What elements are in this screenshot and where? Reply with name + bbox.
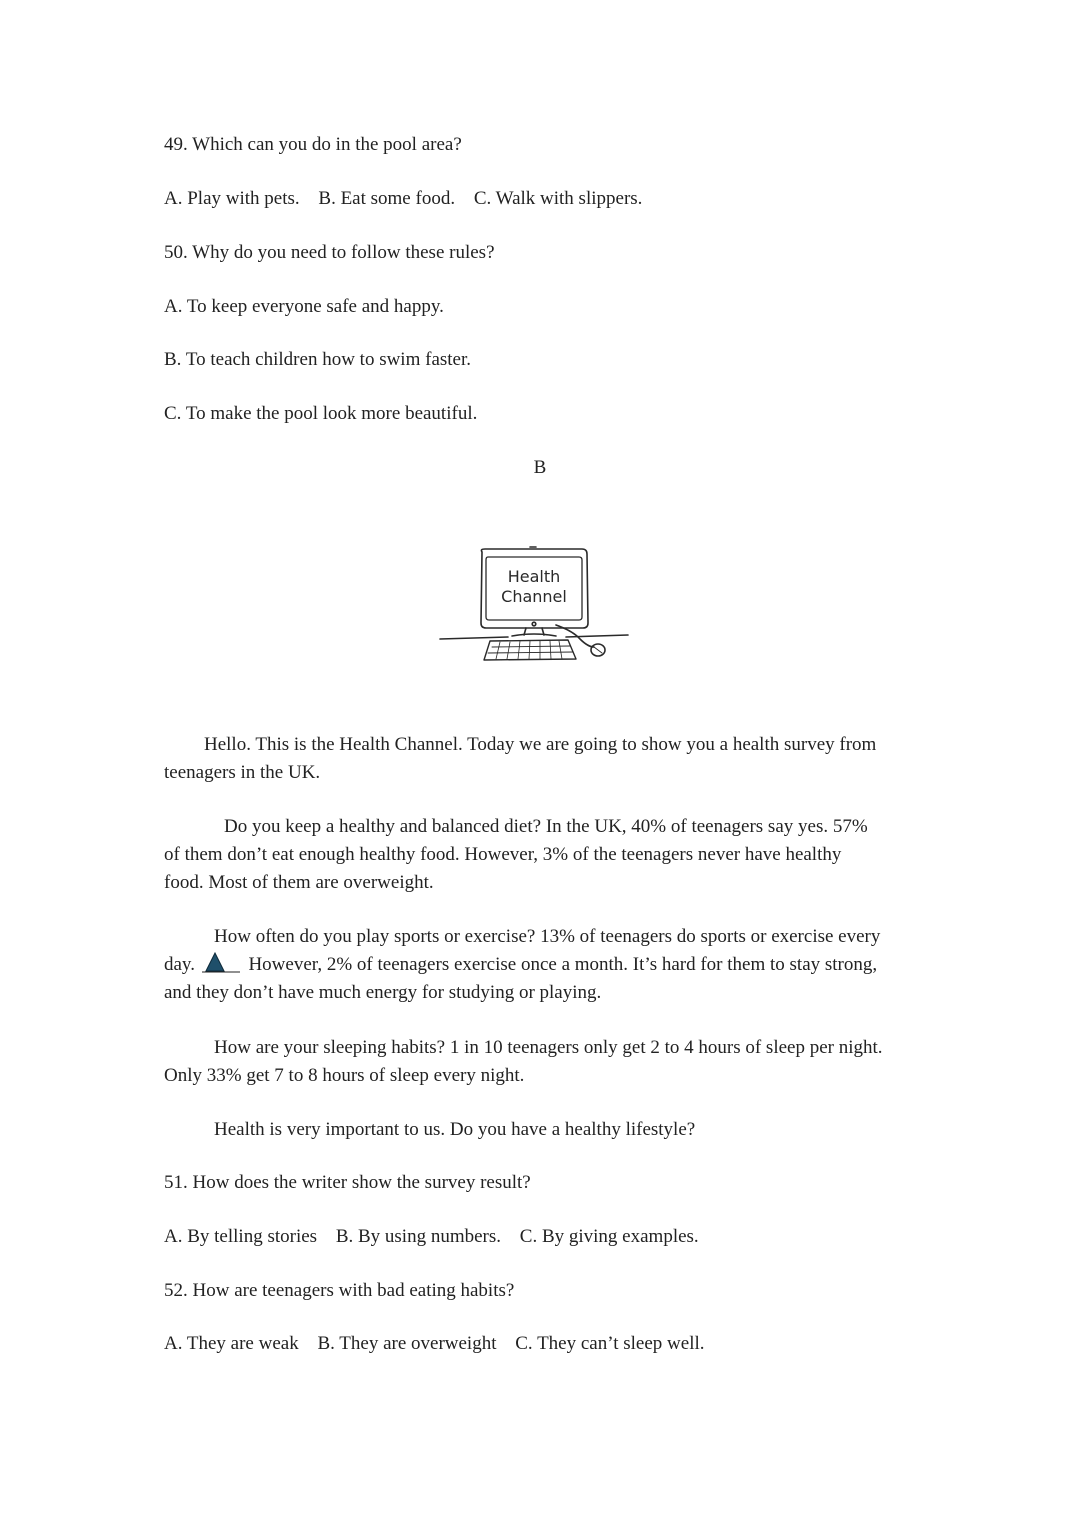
screen-text-line2: Channel [501,587,567,606]
question-50-option-a: A. To keep everyone safe and happy. [164,296,444,317]
question-50-option-c: C. To make the pool look more beautiful. [164,403,478,424]
option-b: B. By using numbers. [335,1226,502,1247]
option-a: A. Play with pets. [164,188,300,209]
question-51-options [164,1223,920,1251]
however-text: However, 2% of teenagers exercise once a month. It’s hard for them to stay strong, [248,954,878,975]
passage-paragraph-2: Do you keep a healthy and balanced diet? In the UK, 40% of teenagers say yes. 57% of them don’t eat enough healthy food. However, 3% of the teenagers never have healthy food. Most of them are overweight. [164,816,868,893]
screen-text-line1: Health [507,567,561,586]
option-a: A. They are weak [164,1333,299,1354]
question-50-stem: 50. Why do you need to follow these rules? [164,242,495,263]
passage-paragraph-1: Hello. This is the Health Channel. Today we are going to show you a health survey from teenagers in the UK. [164,734,877,783]
question-52-options [164,1330,920,1358]
option-a: A. By telling stories [164,1226,318,1247]
option-c: C. By giving examples. [519,1226,699,1247]
day-text: day. [164,954,195,975]
section-label: B [533,457,547,478]
passage-paragraph-4: How are your sleeping habits? 1 in 10 teenagers only get 2 to 4 hours of sleep per night. Only 33% get 7 to 8 hours of sleep every night. [164,1037,883,1086]
option-c: C. They can’t sleep well. [515,1333,705,1354]
question-51-stem: 51. How does the writer show the survey result? [164,1172,531,1193]
option-b: B. They are overweight [317,1333,497,1354]
passage-paragraph-3: How often do you play sports or exercise? 13% of teenagers do sports or exercise every day. However, 2% of teenagers exercise once a month. It’s hard for them to stay strong, and they don’t have much energy for studying or playing. [164,926,881,1003]
option-b: B. Eat some food. [318,188,456,209]
question-49-options [164,185,920,213]
health-channel-monitor-illustration [438,543,632,665]
passage-paragraph-5: Health is very important to us. Do you have a healthy lifestyle? [214,1119,696,1140]
question-52-stem: 52. How are teenagers with bad eating habits? [164,1280,515,1301]
blank-triangle-icon [202,951,240,973]
question-49-stem: 49. Which can you do in the pool area? [164,134,462,155]
question-50-option-b: B. To teach children how to swim faster. [164,349,472,370]
option-c: C. Walk with slippers. [473,188,643,209]
